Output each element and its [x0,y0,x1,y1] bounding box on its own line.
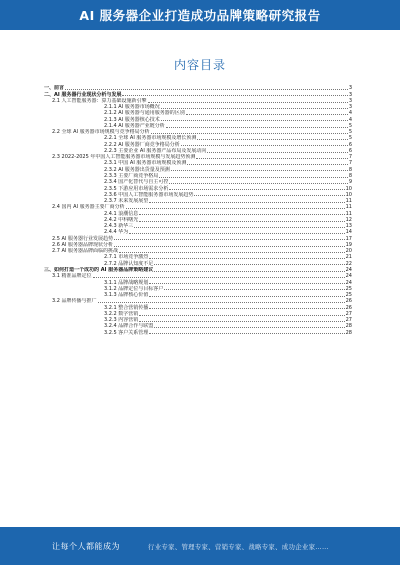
toc-dot-leader [159,177,348,178]
toc-entry-text: 3.2.3 内容营销 [104,317,139,324]
toc-entry-text: 2.4.3 新华三 [104,223,134,230]
toc-entry-text: 三、如何打造一个成功的 AI 服务器品牌策略建议 [44,266,154,273]
toc-entry-text: 3.2.1 整合营销传播 [104,304,149,311]
toc-dot-leader [139,214,344,215]
report-title: AI 服务器企业打造成功品牌策略研究报告 [79,8,321,23]
toc-entry-page: 26 [345,298,352,305]
report-header [0,0,400,30]
toc-entry-text: 2.3.3 主要厂商竞争格局 [104,172,159,179]
toc-entry-text: 2.3 2022-2025 年中国人工智能服务器市场规模与发展趋势预测 [52,154,196,161]
toc-entry-page: 25 [345,292,352,299]
toc-dot-leader [114,246,345,247]
toc-entry-text: 2.4.4 华为 [104,229,129,236]
toc-entry-text: 2.3.5 下游应用市场需求分析 [104,185,169,192]
toc-entry-text: 2.7 AI 服务器品牌面临的挑战 [52,248,119,255]
toc-entry-page: 7 [348,160,352,167]
toc-dot-leader [139,321,344,322]
toc-dot-leader [196,158,347,159]
toc-dot-leader [149,258,344,259]
toc-entry-page: 11 [345,210,352,217]
toc-dot-leader [139,221,344,222]
toc-dot-leader [194,195,344,196]
toc-entry-page: 27 [345,317,352,324]
toc-entry-page: 24 [345,266,352,273]
toc-entry-text: 3.1.3 品牌核心价值 [104,292,149,299]
toc-dot-leader [154,327,344,328]
toc-entry-page: 7 [348,154,352,161]
toc-entry-page: 20 [345,248,352,255]
toc-entry-text: 2.1.3 AI 服务器核心技术 [104,116,160,123]
toc-entry-page: 17 [345,235,352,242]
toc-entry-page: 27 [345,310,352,317]
toc-dot-leader [181,145,348,146]
toc-dot-leader [151,133,348,134]
toc-entry[interactable] [44,329,352,335]
toc-entry-text: 2.5 AI 服务器行业发展趋势 [52,235,114,242]
toc-entry-page: 6 [348,141,352,148]
toc-entry-text: 2.7.1 市场竞争激烈 [104,254,149,261]
footer-slogan: 让每个人都能成为 [52,542,120,551]
toc-entry-page: 26 [345,304,352,311]
toc-dot-leader [149,333,344,334]
toc-entry-text: 3.2.4 品牌合作与联盟 [104,323,154,330]
toc-entry-page: 8 [348,166,352,173]
toc-dot-leader [119,252,345,253]
toc-entry-page: 3 [348,85,352,92]
toc-entry-page: 24 [345,279,352,286]
toc-entry-page: 8 [348,172,352,179]
toc-dot-leader [149,202,344,203]
toc-entry-text: 2.4.2 中科曙光 [104,216,139,223]
toc-entry-text: 2.1 人工智能服务器：算力基础设施新引擎 [52,97,147,104]
toc-entry-page: 6 [348,147,352,154]
toc-heading: 内容目录 [173,58,226,72]
toc-entry-text: 2.6 AI 服务器品牌现状分析 [52,241,114,248]
toc-entry-page: 22 [345,260,352,267]
toc-entry-text: 2.3.2 AI 服务器出货量及预测 [104,166,170,173]
toc-dot-leader [169,189,344,190]
toc-entry-text: 3.1.2 品牌定位与目标客户 [104,285,164,292]
toc-entry-page: 21 [345,254,352,261]
toc-entry-page: 25 [345,285,352,292]
toc-dot-leader [122,95,347,96]
toc-entry-text: 3.1 精准品牌定位 [52,273,92,280]
toc-entry-page: 4 [348,116,352,123]
toc-entry-text: 2.3.7 未来发展展望 [104,198,149,205]
toc-entry-page: 11 [345,204,352,211]
toc-entry-page: 10 [345,191,352,198]
toc-entry-text: 2.1.1 AI 服务器市场概况 [104,104,160,111]
toc-entry-page: 13 [345,223,352,230]
toc-entry-text: 2.3.1 中国 AI 服务器市场规模及预测 [104,160,187,167]
toc-entry-page: 28 [345,329,352,336]
toc-entry-page: 5 [348,129,352,136]
toc-entry-page: 28 [345,323,352,330]
toc-dot-leader [197,139,347,140]
toc-entry-page: 14 [345,229,352,236]
toc-entry-text: 2.3.6 中国人工智能服务器市场发展趋势 [104,191,194,198]
toc-entry-page: 11 [345,198,352,205]
toc-dot-leader [126,208,345,209]
toc-dot-leader [93,277,345,278]
toc-entry-text: 2.2.1 全球 AI 服务器市场规模及增长预测 [104,135,197,142]
toc-entry-text: 2.2.3 主要企业 AI 服务器产品布局及发展动向 [104,147,207,154]
toc-entry-page: 5 [348,135,352,142]
toc-dot-leader [186,114,348,115]
toc-dot-leader [154,264,344,265]
toc-entry-page: 4 [348,110,352,117]
footer-banner [0,527,400,565]
toc-dot-leader [187,164,347,165]
toc-entry-page: 19 [345,241,352,248]
toc-entry-text: 2.3.4 国产化替代与自主可控 [104,179,169,186]
toc-entry-page: 5 [348,122,352,129]
footer-roles: 行业专家、管理专家、营销专家、战略专家、成功企业家…… [148,543,329,551]
toc-entry-text: 二、AI 服务器行业现状分析与发展 [44,91,122,98]
toc-entry-text: 2.1.2 AI 服务器与通用服务器的区别 [104,110,185,117]
toc-dot-leader [129,233,344,234]
toc-dot-leader [149,283,344,284]
toc-dot-leader [149,296,344,297]
table-of-contents [44,85,352,336]
toc-entry-page: 10 [345,185,352,192]
toc-dot-leader [148,102,348,103]
toc-dot-leader [207,152,347,153]
toc-dot-leader [134,227,344,228]
toc-entry-text: 3.2.5 客户关系管理 [104,329,149,336]
toc-dot-leader [169,183,347,184]
toc-entry-text: 2.4 国内 AI 服务器主要厂商分析 [52,204,125,211]
toc-dot-leader [171,170,348,171]
toc-dot-leader [139,315,344,316]
toc-entry-text: 2.1.4 AI 服务器产业链分析 [104,122,165,129]
toc-entry-page: 24 [345,273,352,280]
toc-dot-leader [149,308,344,309]
toc-entry-text: 2.7.2 品牌认知度不足 [104,260,154,267]
toc-entry-page: 3 [348,97,352,104]
toc-entry-text: 3.2.2 数字营销 [104,310,139,317]
toc-entry-page: 3 [348,104,352,111]
toc-dot-leader [114,239,345,240]
toc-dot-leader [65,89,348,90]
toc-dot-leader [161,108,348,109]
toc-dot-leader [164,289,344,290]
toc-entry-text: 3.1.1 品牌战略规划 [104,279,149,286]
toc-entry-text: 一、前言 [44,85,65,92]
toc-dot-leader [98,302,345,303]
toc-dot-leader [161,120,348,121]
toc-entry-text: 2.2.2 AI 服务器厂商竞争格局分析 [104,141,180,148]
toc-entry-page: 9 [348,179,352,186]
toc-entry-text: 3.2 品牌传播与推广 [52,298,97,305]
toc-entry-page: 12 [345,216,352,223]
toc-entry-text: 2.2 全球 AI 服务器市场规模与竞争格局分析 [52,129,150,136]
toc-entry-page: 3 [348,91,352,98]
toc-dot-leader [166,127,348,128]
toc-entry-text: 2.4.1 浪潮信息 [104,210,139,217]
toc-dot-leader [154,271,344,272]
